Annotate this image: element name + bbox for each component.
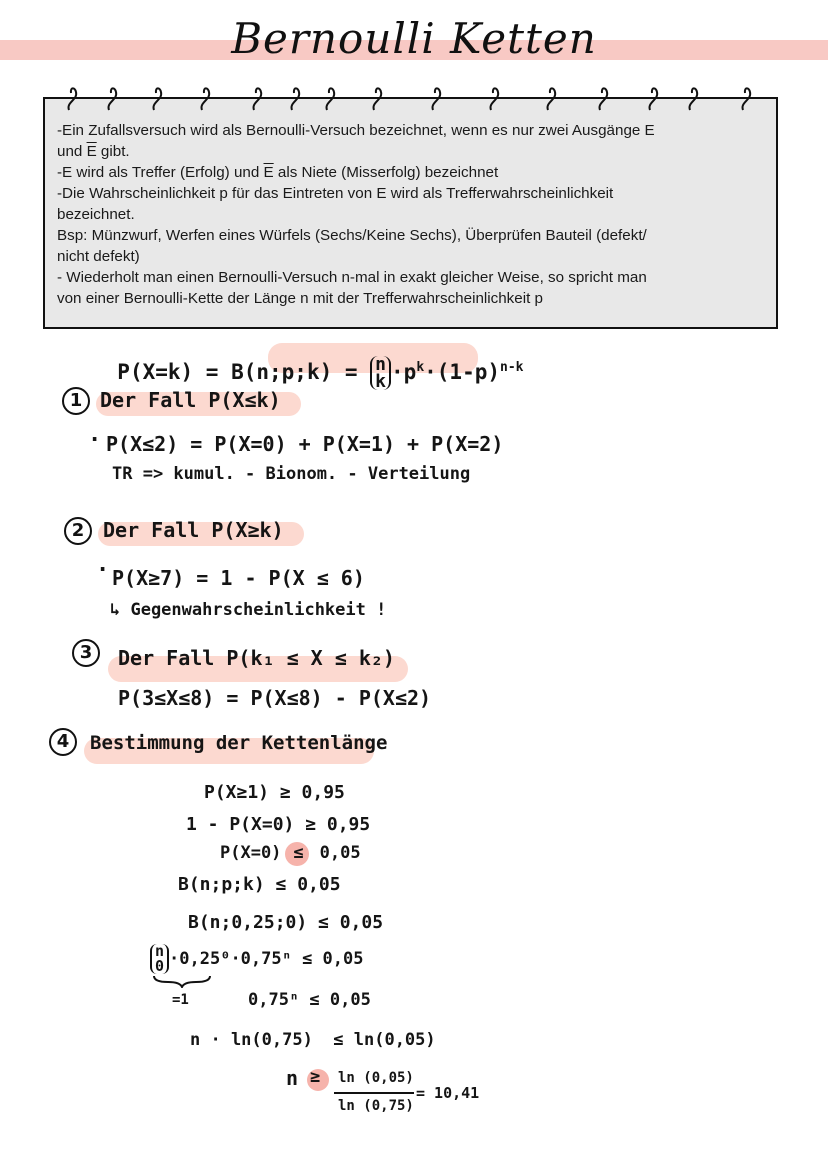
info-line: bezeichnet.	[57, 206, 135, 223]
case4-n: n	[286, 1066, 299, 1090]
case4-text: ·0,25⁰·0,75ⁿ ≤ 0,05	[169, 949, 364, 969]
clip-icon	[324, 84, 338, 112]
clip-icon	[488, 84, 502, 112]
binom-top: n	[375, 354, 387, 375]
binom-top: n	[155, 942, 165, 960]
case4-heading: Bestimmung der Kettenlänge	[90, 732, 388, 754]
bullet: ·	[88, 428, 102, 453]
brace-icon	[152, 974, 212, 988]
case3-heading: Der Fall P(k₁ ≤ X ≤ k₂)	[118, 646, 395, 670]
case2-line2: ↳ Gegenwahrscheinlichkeit !	[110, 600, 387, 620]
binom-bottom: k	[375, 371, 387, 392]
case2-heading: Der Fall P(X≥k)	[103, 518, 284, 542]
clip-icon	[251, 84, 265, 112]
info-text	[57, 120, 757, 309]
formula-rhs: ·(1-p)	[424, 360, 500, 384]
clip-icon	[740, 84, 754, 112]
clip-icon	[430, 84, 444, 112]
e-complement: $\overline{E}$	[263, 164, 274, 181]
binder-clips	[60, 84, 760, 112]
case4-result: = 10,41	[416, 1084, 480, 1102]
clip-icon	[371, 84, 385, 112]
bullet: ·	[96, 558, 110, 583]
clip-icon	[647, 84, 661, 112]
clip-icon	[687, 84, 701, 112]
info-line	[57, 162, 757, 183]
case4-step: n · ln(0,75) ≤ ln(0,05)	[190, 1030, 436, 1050]
exponent: k	[416, 360, 425, 375]
info-text-part: und	[57, 143, 87, 160]
clip-icon	[289, 84, 303, 112]
case-number-3: 3	[72, 639, 100, 667]
e-complement: $\overline{E}$	[86, 143, 97, 160]
clip-icon	[597, 84, 611, 112]
info-line	[57, 141, 757, 162]
case4-step: B(n;p;k) ≤ 0,05	[178, 874, 341, 895]
case4-step: P(X≥1) ≥ 0,95	[204, 782, 345, 803]
binom-bottom: 0	[155, 957, 165, 975]
case-number-2: 2	[64, 517, 92, 545]
clip-icon	[199, 84, 213, 112]
binomial-coefficient	[370, 356, 391, 390]
case2-line1: P(X≥7) = 1 - P(X ≤ 6)	[112, 566, 365, 590]
case4-step	[220, 843, 361, 863]
case4-step: 1 - P(X=0) ≥ 0,95	[186, 814, 371, 835]
formula-lhs: P(X=k) = B(n;p;k) =	[117, 360, 371, 384]
fraction-line	[334, 1092, 414, 1094]
case-number-1: 1	[62, 387, 90, 415]
bernoulli-formula	[92, 332, 523, 390]
case1-heading: Der Fall P(X≤k)	[100, 388, 281, 412]
info-text-part: gibt.	[96, 143, 130, 160]
info-line: -Ein Zufallsversuch wird als Bernoulli-Versuch bezeichnet, wenn es nur zwei Ausgänge E	[57, 122, 655, 139]
case1-line1: P(X≤2) = P(X=0) + P(X=1) + P(X=2)	[106, 432, 504, 456]
case4-text: P(X=0)	[220, 843, 282, 863]
page-title: Bernoulli Ketten	[231, 14, 597, 63]
fraction-denominator: ln (0,75)	[338, 1098, 414, 1114]
formula-rhs: ·p	[391, 360, 417, 384]
case4-step: B(n;0,25;0) ≤ 0,05	[188, 912, 384, 933]
fraction-numerator: ln (0,05)	[338, 1070, 414, 1086]
clip-icon	[106, 84, 120, 112]
info-text-part: als Niete (Misserfolg) bezeichnet	[273, 164, 499, 181]
clip-icon	[66, 84, 80, 112]
case4-step: 0,75ⁿ ≤ 0,05	[248, 990, 371, 1010]
info-line: Bsp: Münzwurf, Werfen eines Würfels (Sechs/Keine Sechs), Überprüfen Bauteil (defekt/	[57, 227, 647, 244]
info-line: -Die Wahrscheinlichkeit p für das Eintreten von E wird als Trefferwahrscheinlichkeit	[57, 185, 614, 202]
inequality-symbol: ≤	[293, 843, 304, 863]
clip-icon	[151, 84, 165, 112]
clip-icon	[545, 84, 559, 112]
case-number-4: 4	[49, 728, 77, 756]
binomial-coefficient	[150, 944, 169, 974]
case3-line1: P(3≤X≤8) = P(X≤8) - P(X≤2)	[118, 686, 432, 710]
inequality-symbol: ≥	[310, 1067, 321, 1087]
case4-brace-label: =1	[172, 992, 189, 1008]
info-text-part: -E wird als Treffer (Erfolg) und	[57, 164, 264, 181]
info-line: - Wiederholt man einen Bernoulli-Versuch n-mal in exakt gleicher Weise, so spricht man	[57, 269, 647, 286]
case4-text: 0,05	[319, 843, 361, 863]
info-line: von einer Bernoulli-Kette der Länge n mit der Trefferwahrscheinlichkeit p	[57, 290, 543, 307]
exponent: n-k	[500, 360, 524, 375]
case4-step	[150, 944, 364, 974]
info-line: nicht defekt)	[57, 248, 140, 265]
case1-line2: TR => kumul. - Bionom. - Verteilung	[112, 464, 471, 484]
